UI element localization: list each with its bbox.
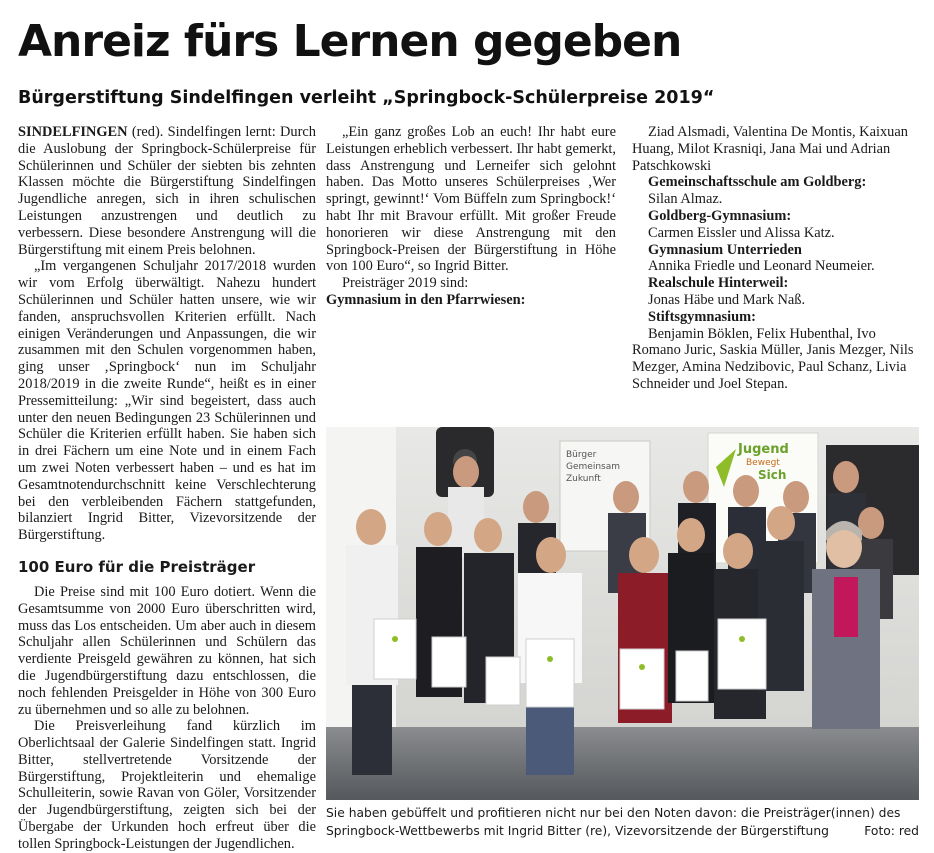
caption-line-2: Springbock-Wettbewerbs mit Ingrid Bitter (re), Vizevorsitzende der Bürgerstiftung xyxy=(326,824,829,838)
school-heading: Realschule Hinterweil: xyxy=(648,275,789,292)
paragraph-1-text: (red). Sindelfingen lernt: Durch die Auslobung der Springbock-Schülerpreise für Schülerinnen und Schüler der siebten bis zehnten Klassen möchte die Bürgerstiftung Sindelfingen Jugendliche anregen, sich in ihren schulischen Leistungen anzustrengen und deutlich zu verbessern. Diese besondere Anstrengung will die Bürgerstiftung mit einem Preis belohnen. xyxy=(18,124,316,258)
photo-caption xyxy=(326,804,919,840)
paragraph-4: Die Preisverleihung fand kürzlich im Oberlichtsaal der Galerie Sindelfingen statt. Ingrid Bitter, stellvertretende Vorsitzende der Bürgerstiftung, Projektleiterin und ehemalige Schulleiterin, sowie Ravan von Göler, Vorsitzender der Jugendbürgerstiftung, zeigten sich bei der Übergabe der Urkunden hoch erfreut über die tollen Springbock-Leistungen der Jugendlichen. xyxy=(18,718,316,852)
poster-text-2: Gemeinsam xyxy=(566,462,620,472)
paragraph-2: „Im vergangenen Schuljahr 2017/2018 wurden wir vom Erfolg überwältigt. Nahezu hundert Schülerinnen und Schüler hatten unsere, wie wir fanden, anspruchsvollen Kriterien erfüllt. Nach einigen Veränderungen und Anpassungen, die wir zusammen mit den Schulen vorgenommen haben, ging unser ‚Springbock‘ nun im Schuljahr 2018/2019 in die zweite Runde“, heißt es in einer Pressemitteilung: „Wir sind begeistert, dass auch unter den neuen Bedingungen 23 Schülerinnen und Schüler die Kriterien erfüllt haben. Sie haben sich in drei Fächern um eine Note und in einem Fach um zwei Noten verbessert haben – und es hat im Gesamtnotendurchschnitt keine Verschlechterung bei den verbleibenden Fächern stattgefunden, bilanziert Ingrid Bitter, Vizevorsitzende der Bürgerstiftung. xyxy=(18,258,316,544)
dateline: SINDELFINGEN xyxy=(18,124,128,140)
photo-credit: Foto: red xyxy=(864,824,919,838)
banner-text-3: Sich xyxy=(758,468,787,482)
winner-names: Ziad Alsmadi, Valentina De Montis, Kaixuan Huang, Milot Krasniqi, Jana Mai und Adrian Patschkowski xyxy=(632,124,908,174)
winner-names: Annika Friedle und Leonard Neumeier. xyxy=(648,258,875,275)
school-heading: Gemeinschaftsschule am Goldberg: xyxy=(648,174,867,191)
paragraph-3: Die Preise sind mit 100 Euro dotiert. Wenn die Gesamtsumme von 2000 Euro überschritten wird, muss das Los entscheiden. Um aber auch in diesem Schuljahr allen Schülerinnen und Schülern das verdiente Preisgeld gewähren zu können, hat sich die Jugendbürgerstiftung dazu entschlossen, die noch fehlenden Preisgelder in Höhe von 300 Euro zu übernehmen und so alle zu belohnen. xyxy=(18,583,316,718)
winners-intro: Preisträger 2019 sind: xyxy=(342,275,469,292)
article-column-2 xyxy=(326,124,616,309)
subheadline: Bürgerstiftung Sindelfingen verleiht „Springbock-Schülerpreise 2019“ xyxy=(18,88,715,108)
poster-text-3: Zukunft xyxy=(566,474,601,484)
paragraph-5: „Ein ganz großes Lob an euch! Ihr habt eure Leistungen erheblich verbessert. Ihr habt gemerkt, dass Anstrengung und Lerneifer sich gelohnt haben. Das Motto unseres Schülerpreises ‚Wer springt, gewinnt!‘ Vom Büffeln zum Springbock!‘ habt Ihr mit Bravour erfüllt. Mit großer Freude honorieren wir diese Anstrengung mit den Springbock-Preisen der Bürgerstiftung in Höhe von 100 Euro“, so Ingrid Bitter. xyxy=(326,124,616,275)
headline: Anreiz fürs Lernen gegeben xyxy=(18,16,682,67)
caption-line-2-row xyxy=(326,822,919,840)
school-heading: Gymnasium Unterrieden xyxy=(648,241,802,258)
school-heading: Stiftsgymnasium: xyxy=(648,308,756,325)
school-heading: Goldberg-Gymnasium: xyxy=(648,207,792,224)
article-column-1 xyxy=(18,124,316,853)
winner-names: Benjamin Böklen, Felix Hubenthal, Ivo Romano Juric, Saskia Müller, Janis Mezger, Nils Mezger, Amina Nedzibovic, Paul Schanz, Livia Schneider und Joel Stepan. xyxy=(632,325,914,392)
banner-text-1: Jugend xyxy=(738,442,789,457)
banner-text-2: Bewegt xyxy=(746,458,780,468)
winner-names: Jonas Häbe und Mark Naß. xyxy=(648,291,806,308)
intertitle: 100 Euro für die Preisträger xyxy=(18,557,256,576)
winner-names: Silan Almaz. xyxy=(648,191,723,208)
winner-names: Carmen Eissler und Alissa Katz. xyxy=(648,224,835,241)
caption-line-1: Sie haben gebüffelt und profitieren nicht nur bei den Noten davon: die Preisträger(innen) des xyxy=(326,806,901,820)
poster-text-1: Bürger xyxy=(566,450,597,460)
school-heading: Gymnasium in den Pfarrwiesen: xyxy=(326,291,526,308)
article-column-3 xyxy=(632,124,917,393)
group-photo xyxy=(326,427,919,800)
paragraph-1 xyxy=(18,124,316,258)
